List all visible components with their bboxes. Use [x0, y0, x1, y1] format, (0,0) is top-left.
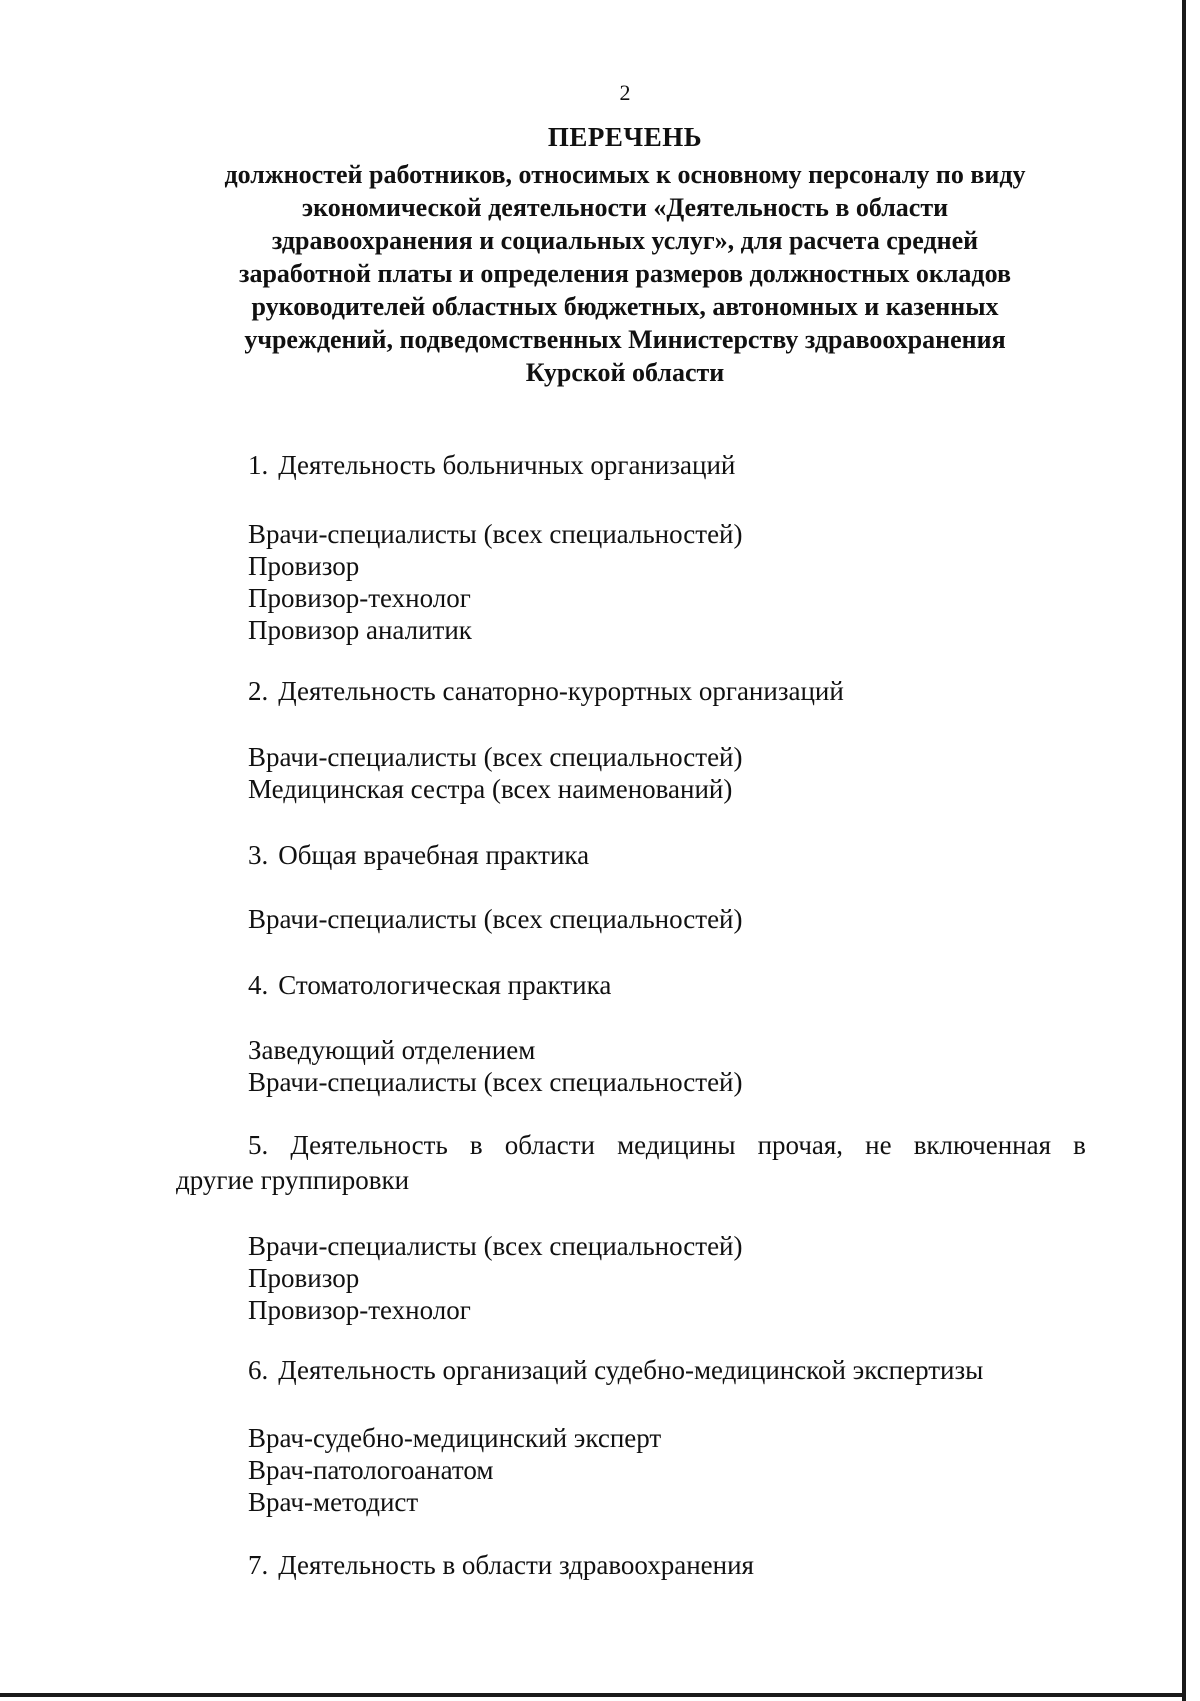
subtitle-line: Курской области — [525, 358, 725, 387]
subtitle-line: учреждений, подведомственных Министерству здравоохранения — [244, 325, 1006, 354]
section-heading-justified — [176, 1128, 1086, 1198]
section-heading-continuation: другие группировки — [176, 1165, 410, 1195]
section-number: 6. — [248, 1355, 269, 1385]
heading-word: включенная — [913, 1130, 1052, 1160]
section-items — [248, 903, 743, 935]
heading-word: Деятельность — [290, 1130, 448, 1160]
heading-word: медицины — [617, 1130, 736, 1160]
list-item: Провизор аналитик — [248, 615, 472, 645]
list-item: Врачи-специалисты (всех специальностей) — [248, 1067, 743, 1097]
page-number: 2 — [619, 80, 631, 105]
section-title: Деятельность в области здравоохранения — [278, 1550, 754, 1580]
heading-word: не — [865, 1130, 892, 1160]
list-item: Провизор — [248, 1263, 360, 1293]
list-item: Медицинская сестра (всех наименований) — [248, 774, 733, 804]
list-item: Врачи-специалисты (всех специальностей) — [248, 519, 743, 549]
heading-word: в — [469, 1130, 483, 1160]
section-number: 5. — [248, 1130, 269, 1160]
list-item: Врачи-специалисты (всех специальностей) — [248, 742, 743, 772]
subtitle-line: должностей работников, относимых к основному персоналу по виду — [224, 160, 1026, 189]
section-number: 4. — [248, 970, 269, 1000]
section-heading — [248, 676, 844, 707]
section-heading — [248, 450, 735, 481]
list-item: Провизор — [248, 551, 360, 581]
subtitle-line: экономической деятельности «Деятельность в области — [301, 193, 949, 222]
section-heading — [248, 840, 589, 871]
section-title: Деятельность санаторно-курортных организаций — [278, 676, 844, 706]
heading-word: прочая, — [757, 1130, 844, 1160]
section-number: 2. — [248, 676, 269, 706]
section-title: Деятельность больничных организаций — [278, 450, 736, 480]
list-item: Врач-патологоанатом — [248, 1455, 494, 1485]
list-item: Врач-судебно-медицинский эксперт — [248, 1423, 662, 1453]
section-items — [248, 518, 743, 646]
section-number: 1. — [248, 450, 269, 480]
section-number: 7. — [248, 1550, 269, 1580]
list-item: Врачи-специалисты (всех специальностей) — [248, 904, 743, 934]
list-item: Провизор-технолог — [248, 1295, 471, 1325]
document-title: ПЕРЕЧЕНЬ — [547, 122, 703, 152]
section-heading — [248, 1355, 983, 1386]
scan-border-right — [1182, 0, 1186, 1701]
section-title: Общая врачебная практика — [278, 840, 590, 870]
section-number: 3. — [248, 840, 269, 870]
list-item: Врач-методист — [248, 1487, 419, 1517]
section-items — [248, 741, 743, 805]
heading-word: области — [504, 1130, 595, 1160]
section-items — [248, 1230, 743, 1326]
section-items — [248, 1034, 743, 1098]
section-title: Деятельность организаций судебно-медицинской экспертизы — [278, 1355, 984, 1385]
subtitle-line: здравоохранения и социальных услуг», для расчета средней — [271, 226, 979, 255]
subtitle-line: руководителей областных бюджетных, автономных и казенных — [251, 292, 999, 321]
document-subtitle — [160, 158, 1090, 389]
list-item: Врачи-специалисты (всех специальностей) — [248, 1231, 743, 1261]
section-heading-line — [176, 1128, 1086, 1163]
section-heading — [248, 970, 611, 1001]
list-item: Провизор-технолог — [248, 583, 471, 613]
list-item: Заведующий отделением — [248, 1035, 536, 1065]
scan-border-bottom — [0, 1693, 1186, 1697]
section-items — [248, 1422, 661, 1518]
heading-word: в — [1073, 1130, 1086, 1160]
section-heading — [248, 1550, 754, 1581]
section-title: Стоматологическая практика — [278, 970, 612, 1000]
subtitle-line: заработной платы и определения размеров должностных окладов — [239, 259, 1011, 288]
